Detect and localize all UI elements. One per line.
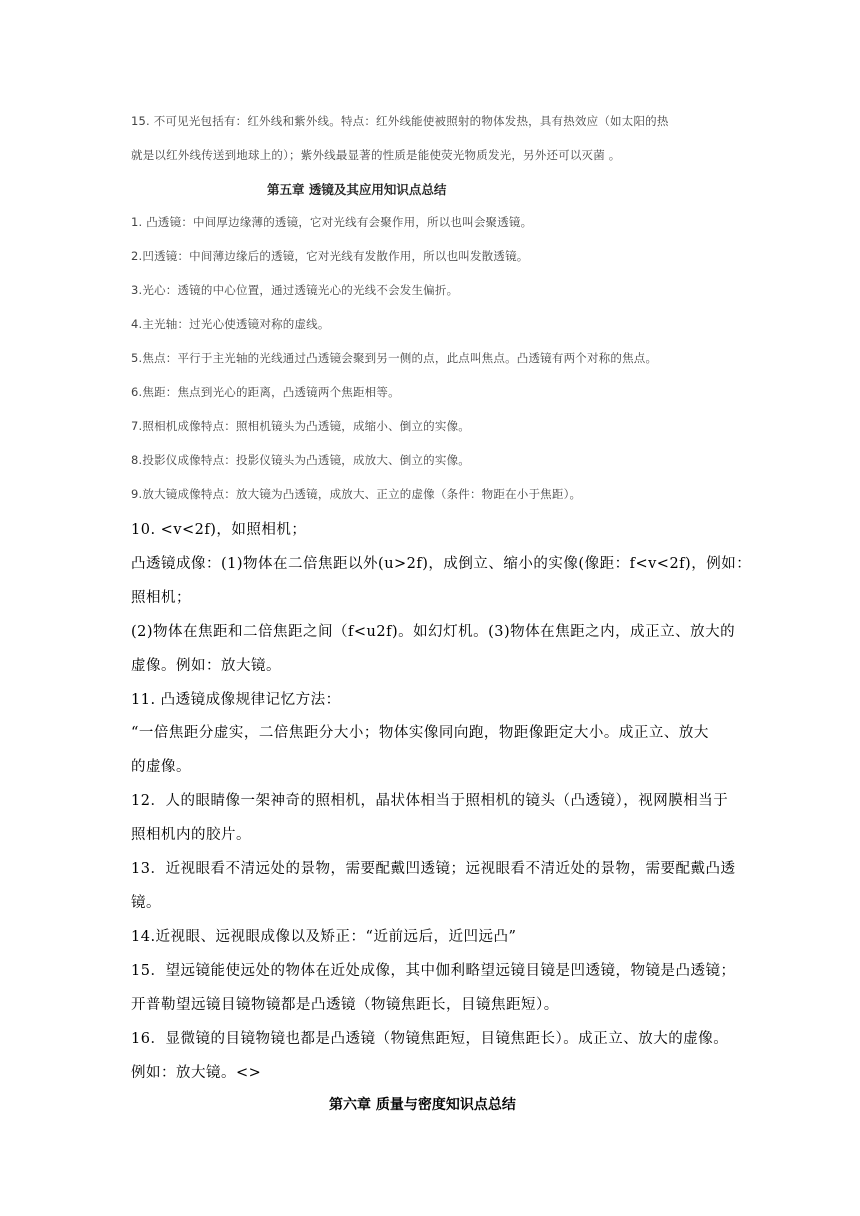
item-10-line-3: 照相机； [131, 590, 191, 606]
item-9-magnifier: 9.放大镜成像特点：放大镜为凸透镜，成放大、正立的虚像（条件：物距在小于焦距）。 [131, 487, 582, 501]
item-16-line-2: 例如：放大镜。<> [131, 1065, 262, 1081]
item-4-principal-axis: 4.主光轴：过光心使透镜对称的虚线。 [131, 317, 330, 331]
item-6-focal-length: 6.焦距：焦点到光心的距离，凸透镜两个焦距相等。 [131, 385, 400, 399]
item-10-line-5: 虚像。例如：放大镜。 [131, 658, 281, 674]
item-5-focal-point: 5.焦点：平行于主光轴的光线通过凸透镜会聚到另一侧的点，此点叫焦点。凸透镜有两个对称的焦点。 [131, 351, 658, 365]
item-12-line-1: 12．人的眼睛像一架神奇的照相机，晶状体相当于照相机的镜头（凸透镜），视网膜相当于 [131, 793, 729, 809]
item-8-projector: 8.投影仪成像特点：投影仪镜头为凸透镜，成放大、倒立的实像。 [131, 453, 470, 467]
item-3-optical-center: 3.光心：透镜的中心位置，通过透镜光心的光线不会发生偏折。 [131, 283, 459, 297]
item-10-line-1: 10. <v<2f)，如照相机； [131, 522, 307, 538]
item-15-line-2: 开普勒望远镜目镜物镜都是凸透镜（物镜焦距长，目镜焦距短）。 [131, 997, 559, 1013]
chapter-6-title: 第六章 质量与密度知识点总结 [329, 1097, 516, 1113]
item-1-convex-lens: 1. 凸透镜：中间厚边缘薄的透镜，它对光线有会聚作用，所以也叫会聚透镜。 [131, 215, 533, 229]
item-11-title: 11. 凸透镜成像规律记忆方法： [131, 692, 341, 708]
item-10-line-4: (2)物体在焦距和二倍焦距之间（f<u2f)。如幻灯机。(3)物体在焦距之内，成正立、放大的 [131, 624, 736, 640]
item-7-camera: 7.照相机成像特点：照相机镜头为凸透镜，成缩小、倒立的实像。 [131, 419, 470, 433]
item-12-line-2: 照相机内的胶片。 [131, 827, 251, 843]
item-2-concave-lens: 2.凹透镜：中间薄边缘后的透镜，它对光线有发散作用，所以也叫发散透镜。 [131, 249, 529, 263]
item-10-line-2: 凸透镜成像：(1)物体在二倍焦距以外(u>2f)，成倒立、缩小的实像(像距：f<v<2f)，例如： [131, 556, 752, 572]
paragraph-15-line-1: 15. 不可见光包括有：红外线和紫外线。特点：红外线能使被照射的物体发热，具有热效应（如太阳的热 [131, 114, 669, 128]
item-13-line-1: 13．近视眼看不清远处的景物，需要配戴凹透镜；远视眼看不清近处的景物，需要配戴凸透 [131, 861, 736, 877]
item-14: 14.近视眼、远视眼成像以及矫正：“近前远后，近凹远凸” [131, 929, 517, 945]
item-15-line-1: 15．望远镜能使远处的物体在近处成像，其中伽利略望远镜目镜是凹透镜，物镜是凸透镜； [131, 963, 736, 979]
item-16-line-1: 16．显微镜的目镜物镜也都是凸透镜（物镜焦距短，目镜焦距长）。成正立、放大的虚像。 [131, 1031, 729, 1047]
item-13-line-2: 镜。 [131, 895, 161, 911]
item-11-line-2: 的虚像。 [131, 759, 191, 775]
paragraph-15-line-2: 就是以红外线传送到地球上的）；紫外线最显著的性质是能使荧光物质发光，另外还可以灭菌 。 [131, 148, 621, 162]
item-11-line-1: “一倍焦距分虚实，二倍焦距分大小；物体实像同向跑，物距像距定大小。成正立、放大 [131, 725, 709, 741]
chapter-5-title: 第五章 透镜及其应用知识点总结 [267, 182, 447, 197]
